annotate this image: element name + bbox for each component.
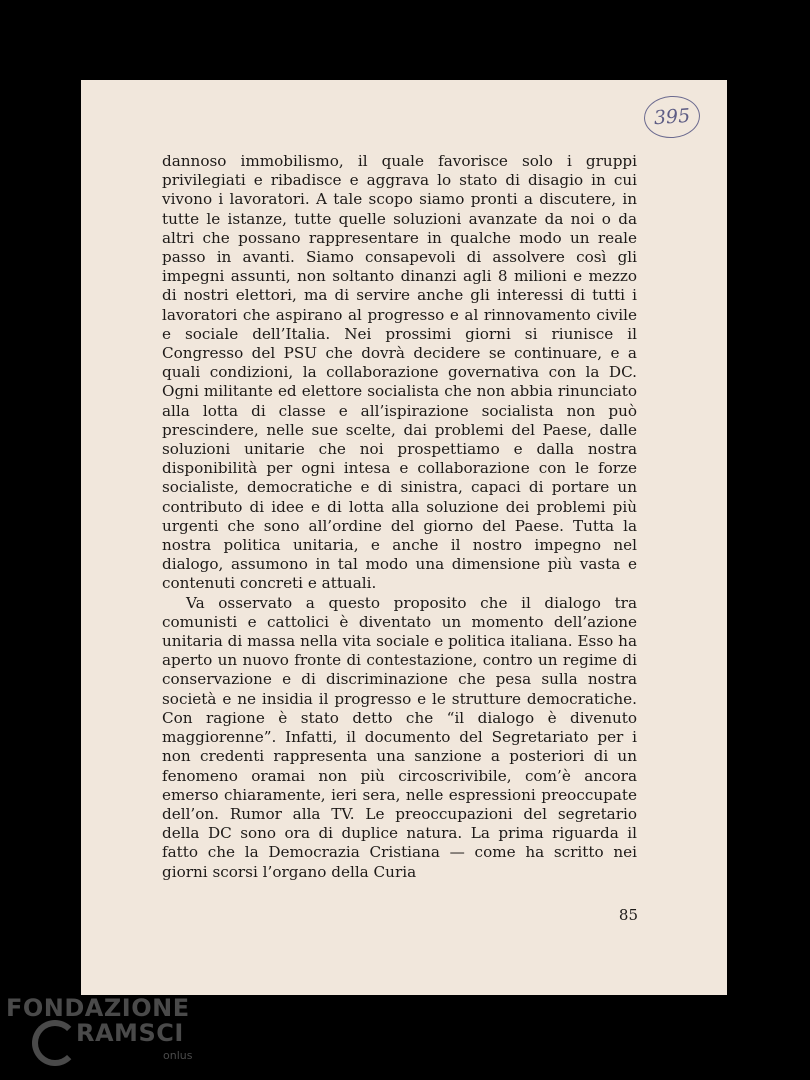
- page-number: 85: [618, 906, 638, 924]
- logo-line-2: RAMSCI: [76, 1019, 184, 1047]
- paragraph-1: dannoso immobilismo, il quale favorisce solo i gruppi privilegiati e ribadisce e aggrava lo stato di disagio in cui vivono i lavoratori. A tale scopo siamo pronti a discutere, in tutte le istanze, tutte quelle soluzioni avanzate da noi o da altri che possano rappresentare in qualche modo un reale passo in avanti. Siamo consapevoli di assolvere così gli impegni assunti, non soltanto dinanzi agli 8 milioni e mezzo di nostri elettori, ma di servire anche gli interessi di tutti i lavoratori che aspirano al progresso e al rinnovamento civile e sociale dell’Italia. Nei prossimi giorni si riunisce il Congresso del PSU che dovrà decidere se continuare, e a quali condizioni, la collaborazione governativa con la DC. Ogni militante ed elettore socialista che non abbia rinunciato alla lotta di classe e all’ispirazione socialista non può prescindere, nelle sue scelte, dai problemi del Paese, dalle soluzioni unitarie che noi prospettiamo e dalla nostra disponibilità per ogni intesa e collaborazione con le forze socialiste, democratiche e di sinistra, capaci di portare un contributo di idee e di lotta alla soluzione dei problemi più urgenti che sono all’ordine del giorno del Paese. Tutta la nostra politica unitaria, e anche il nostro impegno nel dialogo, assumono in tal modo una dimensione più vasta e contenuti concreti e attuali.: [162, 152, 637, 593]
- paragraph-2: Va osservato a questo proposito che il dialogo tra comunisti e cattolici è diventato un momento dell’azione unitaria di massa nella vita sociale e politica italiana. Esso ha aperto un nuovo fronte di contestazione, contro un regime di conservazione e di discriminazione che pesa sulla nostra società e ne insidia il progresso e le strutture democratiche. Con ragione è stato detto che “il dialogo è divenuto maggiorenne”. Infatti, il documento del Segretariato per i non credenti rappresenta una sanzione a posteriori di un fenomeno oramai non più circoscrivibile, com’è ancora emerso chiaramente, ieri sera, nelle espressioni preoccupate dell’on. Rumor alla TV. Le preoccupazioni del segretario della DC sono ora di duplice natura. La prima riguarda il fatto che la Democrazia Cristiana — come ha scritto nei giorni scorsi l’organo della Curia: [162, 593, 637, 881]
- body-text: [162, 152, 637, 882]
- logo-g-icon: [32, 1020, 78, 1066]
- logo-onlus: onlus: [163, 1049, 193, 1062]
- document-page: [81, 80, 727, 995]
- archive-number-stamp: 395: [643, 94, 702, 140]
- logo-line-1: FONDAZIONE: [6, 994, 190, 1022]
- fondazione-gramsci-logo: [6, 994, 206, 1074]
